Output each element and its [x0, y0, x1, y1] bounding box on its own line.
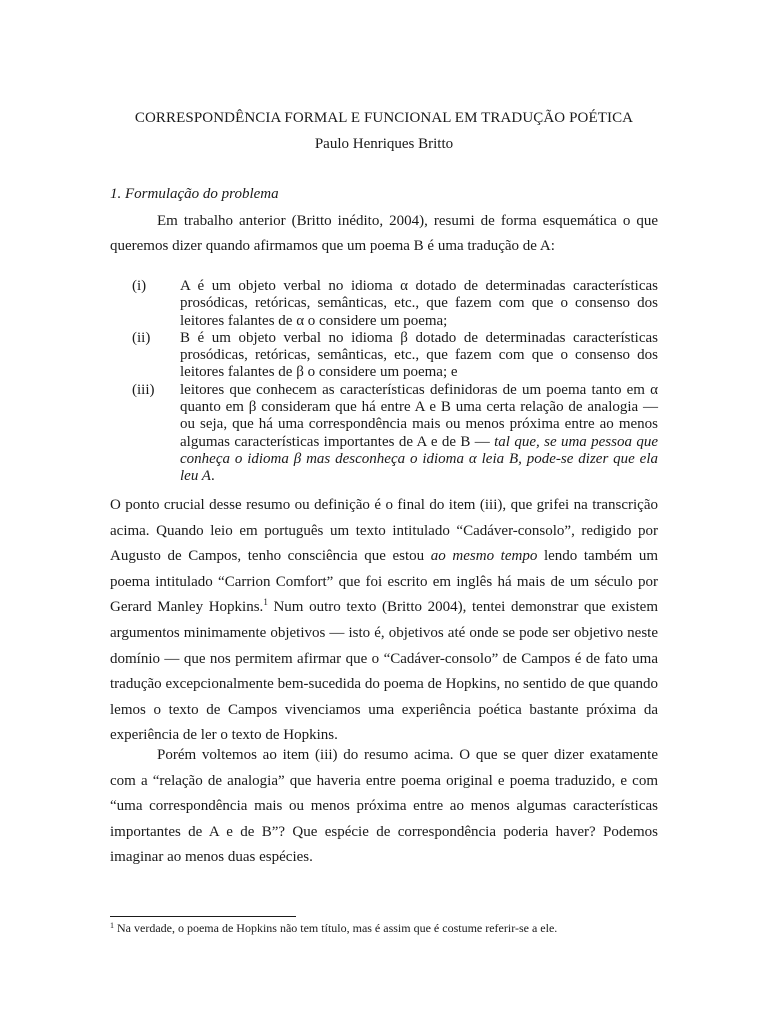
definition-italic-text: tal que, se uma pessoa que conheça o idioma β mas desconheça o idioma α leia B, pode-se dizer que ela leu A: [180, 433, 658, 485]
footnote-number: 1: [110, 921, 114, 930]
definition-text: A é um objeto verbal no idioma α dotado de determinadas características prosódicas, retóricas, semânticas, etc., que fazem com que o consenso dos leitores falantes de α o considere um poema;: [180, 278, 658, 329]
definition-text-container: [180, 382, 658, 486]
definition-text: leitores que conhecem as características definidoras de um poema tanto em α quanto em β consideram que há entre A e B uma certa relação de analogia — ou seja, que há uma correspondência mais ou menos próxima entre ao menos algumas características importantes de A e de B —: [180, 381, 658, 450]
section-heading: 1. Formulação do problema: [110, 186, 279, 202]
paragraph-text: Num outro texto (Britto 2004), tentei demonstrar que existem argumentos minimamente objetivos — isto é, objetivos até onde se pode ser objetivo neste domínio — que nos permitem afirmar que o “Cadáver-consolo” de Campos é de fato uma tradução excepcionalmente bem-sucedida do poema de Hopkins, no sentido de que quando lemos o texto de Campos vivenciamos uma experiência poética bastante próxima da experiência de ler o texto de Hopkins.: [110, 599, 658, 744]
paragraph-text: lendo também um poema intitulado “Carrion Comfort” que foi escrito em inglês há mais de um século por Gerard Manley Hopkins.: [110, 548, 658, 616]
body-paragraph-2: Porém voltemos ao item (iii) do resumo acima. O que se quer dizer exatamente com a “relação de analogia” que haveria entre poema original e poema traduzido, e com “uma correspondência mais ou menos próxima entre ao menos algumas características importantes de A e de B”? Que espécie de correspondência poderia haver? Podemos imaginar ao menos duas espécies.: [110, 747, 658, 866]
definition-list: [110, 278, 658, 486]
definition-number: (ii): [132, 329, 151, 346]
definition-number: (i): [132, 278, 147, 294]
footnote: [110, 921, 557, 936]
definition-item-ii: [110, 330, 658, 382]
footnote-text: Na verdade, o poema de Hopkins não tem título, mas é assim que é costume referir-se a ele.: [114, 921, 558, 935]
paragraph-italic-text: ao mesmo tempo: [430, 548, 538, 565]
definition-item-iii: [110, 382, 658, 486]
author-name: Paulo Henriques Britto: [314, 136, 454, 152]
footnote-divider: [110, 916, 296, 917]
definition-end: .: [210, 468, 215, 485]
intro-paragraph: Em trabalho anterior (Britto inédito, 2004), resumi de forma esquemática o que queremos dizer quando afirmamos que um poema B é uma tradução de A:: [110, 213, 658, 254]
definition-item-i: [110, 278, 658, 330]
paragraph-text: O ponto crucial desse resumo ou definição é o final do item (iii), que grifei na transcrição acima. Quando leio em português um texto intitulado “Cadáver-consolo”, redigido por Augusto de Campos, tenho consciência que estou: [110, 497, 658, 565]
definition-text: B é um objeto verbal no idioma β dotado de determinadas características prosódicas, retóricas, semânticas, etc., que fazem com que o consenso dos leitores falantes de β o considere um poema; e: [180, 329, 658, 381]
body-paragraph-1: [110, 493, 658, 749]
footnote-reference[interactable]: 1: [263, 597, 268, 608]
definition-number: (iii): [132, 381, 155, 398]
document-title: CORRESPONDÊNCIA FORMAL E FUNCIONAL EM TRADUÇÃO POÉTICA: [134, 110, 634, 126]
